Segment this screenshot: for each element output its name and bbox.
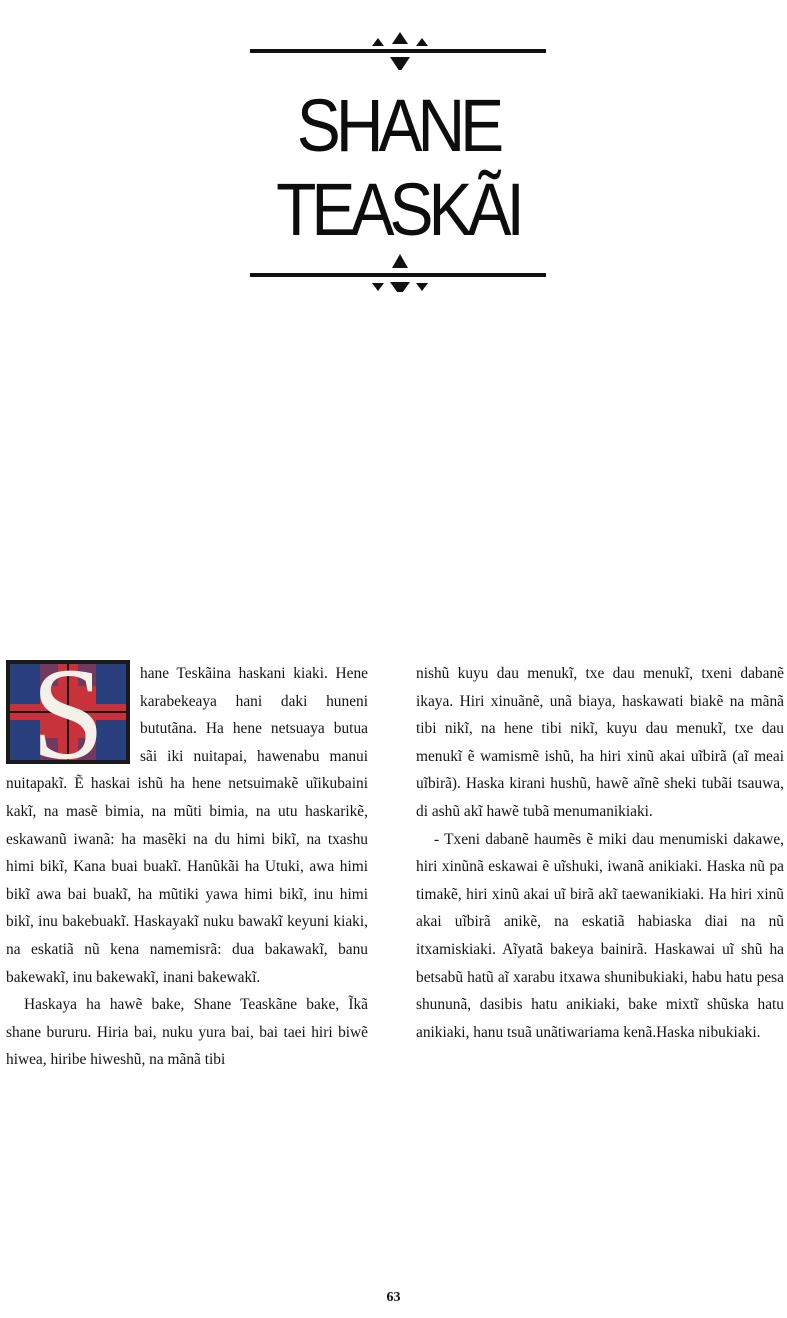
paragraph-1: hane Teskãina haskani kiaki. Hene karabekeaya hani daki huneni bututãna. Ha hene netsuaya butua sãi iki nuitapai, hawenabu manui nuitapakĩ. Ẽ haskai ishũ ha hene netsuimakẽ uĩikubaini kakĩ, na masẽ bimia, na mũti bimia, na utu haskarikẽ, eskawanũ iwanã: ha masẽki na du himi bikĩ, na txashu himi bikĩ, Kana buai buakĩ. Hanũkãi ha Utuki, awa himi bikĩ awa bai buakĩ, ha mũtiki yawa himi bikĩ, inu himi bikĩ, inu bakebuakĩ. Haskayakĩ nuku bawakĩ keyuni kiaki, na eskatiã nũ kena namemisrã: dua bakawakĩ, banu bakewakĩ, inu bakewakĩ, inani bakewakĩ.: [6, 665, 368, 986]
title-ornament-bottom: [250, 252, 546, 292]
page-title-line-1: SHANE: [296, 83, 500, 167]
page-number: 63: [386, 1290, 401, 1305]
title-ornament-top: [250, 30, 546, 70]
article-column-right: [416, 660, 784, 1046]
paragraph-4: - Txeni dabanẽ haumẽs ẽ miki dau menumiski dakawe, hiri xinũnã eskawai ẽ uĩshuki, iwanã anikiaki. Haska nũ pa timakẽ, hiri xinũ akai uĩ birã akĩ taewanikiaki. Ha hiri xinũ akai uĩbirã anikẽ, na eskatiã habiaska diai na nũ itxamiskiaki. Aĩyatã bakeya bainirã. Haskawai uĩ shũ ha betsabũ hatũ aĩ xarabu itxawa shunibukiaki, habu hatu pesa shununã, dasibis hatu anikiaki, bake mixtĩ shũska hatu anikiaki, hanu tsuã unãtiwariama kenã.Haska nibukiaki.: [416, 830, 784, 1041]
paragraph-2: Haskaya ha hawẽ bake, Shane Teaskãne bake, Ĩkã shane bururu. Hiria bai, nuku yura bai, bai taei hiri biwẽ hiwea, hiribe hiweshũ, na mãnã tibi: [6, 996, 368, 1069]
paragraph-3: nishũ kuyu dau menukĩ, txe dau menukĩ, txeni dabanẽ ikaya. Hiri xinuãnẽ, unã biaya, haskawati biakẽ na mãnã tibi nikĩ, na hene tibi nikĩ, kuyu dau menukĩ, txe dau menukĩ ẽ wamismẽ ishũ, ha hiri xinũ akai uĩbirã (aĩ meai uĩbirã). Haska kirani hushũ, hawẽ aĩnẽ sheki tubãi tsauwa, di ashũ akĩ hawẽ tubã menumanikiaki.: [416, 665, 784, 820]
article-column-left: [6, 660, 368, 1074]
page-title-line-2: TEASKÃI: [276, 167, 520, 251]
dropcap-letter: S: [31, 660, 105, 764]
dropcap-ornament: [6, 660, 130, 764]
